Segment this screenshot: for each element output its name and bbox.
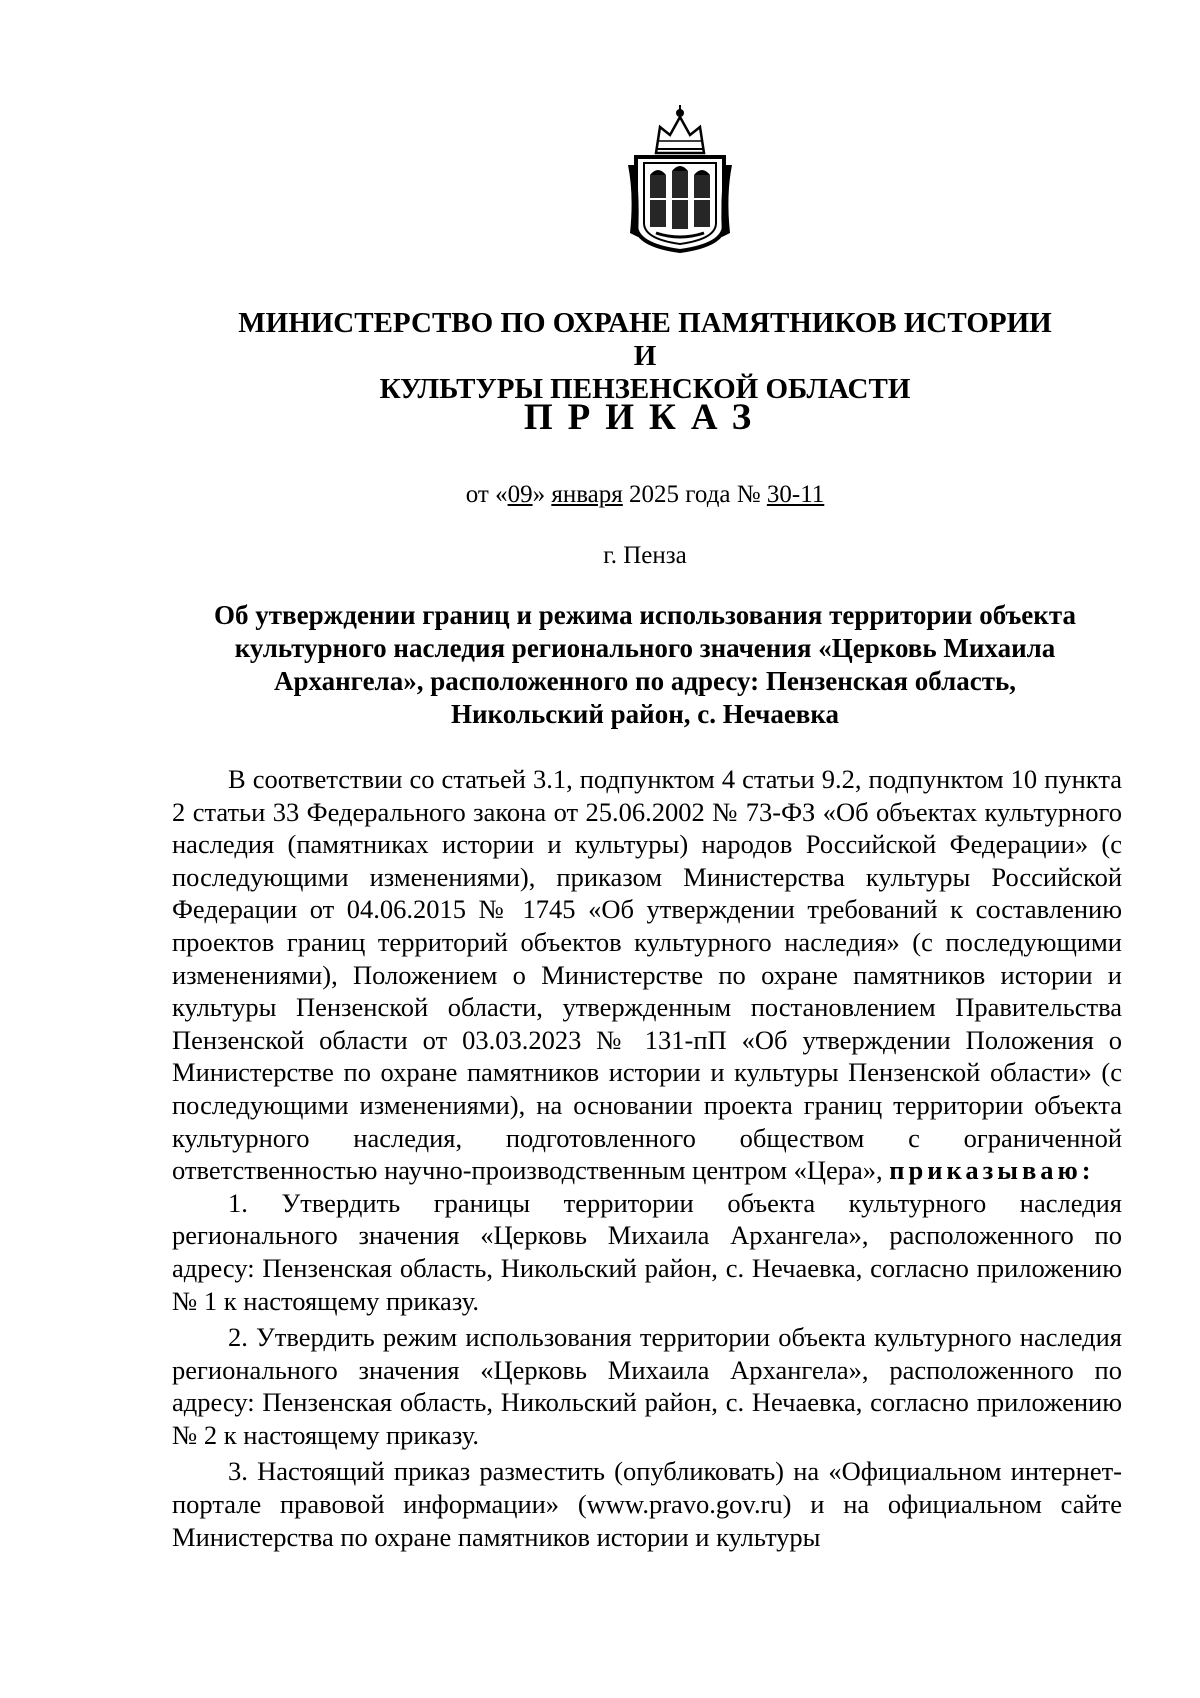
ministry-name-line1: МИНИСТЕРСТВО ПО ОХРАНЕ ПАМЯТНИКОВ ИСТОРИИ И bbox=[238, 307, 1052, 372]
coat-of-arms-icon bbox=[626, 105, 734, 253]
title-line3: Архангела», расположенного по адресу: Пензенская область, bbox=[273, 666, 1017, 696]
document-title bbox=[195, 599, 1095, 731]
order-item-3: 3. Настоящий приказ разместить (опубликовать) на «Официальном интернет-портале правовой информации» (www.pravo.gov.ru) и на официальном сайте Министерства по охране памятников истории и культуры bbox=[172, 1456, 1122, 1552]
document-number: 30-11 bbox=[766, 481, 825, 508]
order-item-1: 1. Утвердить границы территории объекта культурного наследия регионального значения «Церковь Михаила Архангела», расположенного по адресу: Пензенская область, Никольский район, с. Нечаевка, согласно приложению № 1 к настоящему приказу. bbox=[172, 1187, 1122, 1316]
date-month: января bbox=[551, 481, 623, 508]
ministry-name-line2: КУЛЬТУРЫ ПЕНЗЕНСКОЙ ОБЛАСТИ bbox=[379, 373, 911, 405]
document-body bbox=[172, 763, 1122, 1553]
date-prefix: от « bbox=[465, 481, 508, 508]
date-year: 2025 года № bbox=[622, 481, 767, 508]
document-date-number bbox=[230, 480, 1060, 510]
title-line2: культурного наследия регионального значения «Церковь Михаила bbox=[234, 633, 1056, 663]
date-day: 09 bbox=[507, 481, 533, 508]
document-city: г. Пенза bbox=[603, 542, 687, 569]
document-type-heading: ПРИКАЗ bbox=[523, 397, 767, 438]
title-line1: Об утверждении границ и режима использования территории объекта bbox=[214, 600, 1076, 630]
order-item-2: 2. Утвердить режим использования территории объекта культурного наследия регионального значения «Церковь Михаила Архангела», расположенного по адресу: Пензенская область, Никольский район, с. Нечаевка, согласно приложению № 2 к настоящему приказу. bbox=[172, 1322, 1122, 1450]
preamble-paragraph bbox=[172, 763, 1122, 1187]
order-word: приказываю: bbox=[889, 1155, 1095, 1186]
preamble-text: В соответствии со статьей 3.1, подпунктом 4 статьи 9.2, подпунктом 10 пункта 2 статьи 33 Федерального закона от 25.06.2002 № 73-ФЗ «Об объектах культурного наследия (памятниках истории и культуры) народов Российской Федерации» (с последующими изменениями), приказом Министерства культуры Российской Федерации от 04.06.2015 № 1745 «Об утверждении требований к составлению проектов границ территорий объектов культурного наследия» (с последующими изменениями), Положением о Министерстве по охране памятников истории и культуры Пензенской области, утвержденным постановлением Правительства Пензенской области от 03.03.2023 № 131-пП «Об утверждении Положения о Министерстве по охране памятников истории и культуры Пензенской области» (с последующими изменениями), на основании проекта границ территории объекта культурного наследия, подготовленного обществом с ограниченной ответственностью научно-производственным центром «Цера», bbox=[172, 764, 1122, 1186]
title-line4: Никольский район, с. Нечаевка bbox=[450, 699, 840, 729]
date-mid: » bbox=[532, 481, 552, 508]
ministry-name bbox=[230, 307, 1060, 406]
